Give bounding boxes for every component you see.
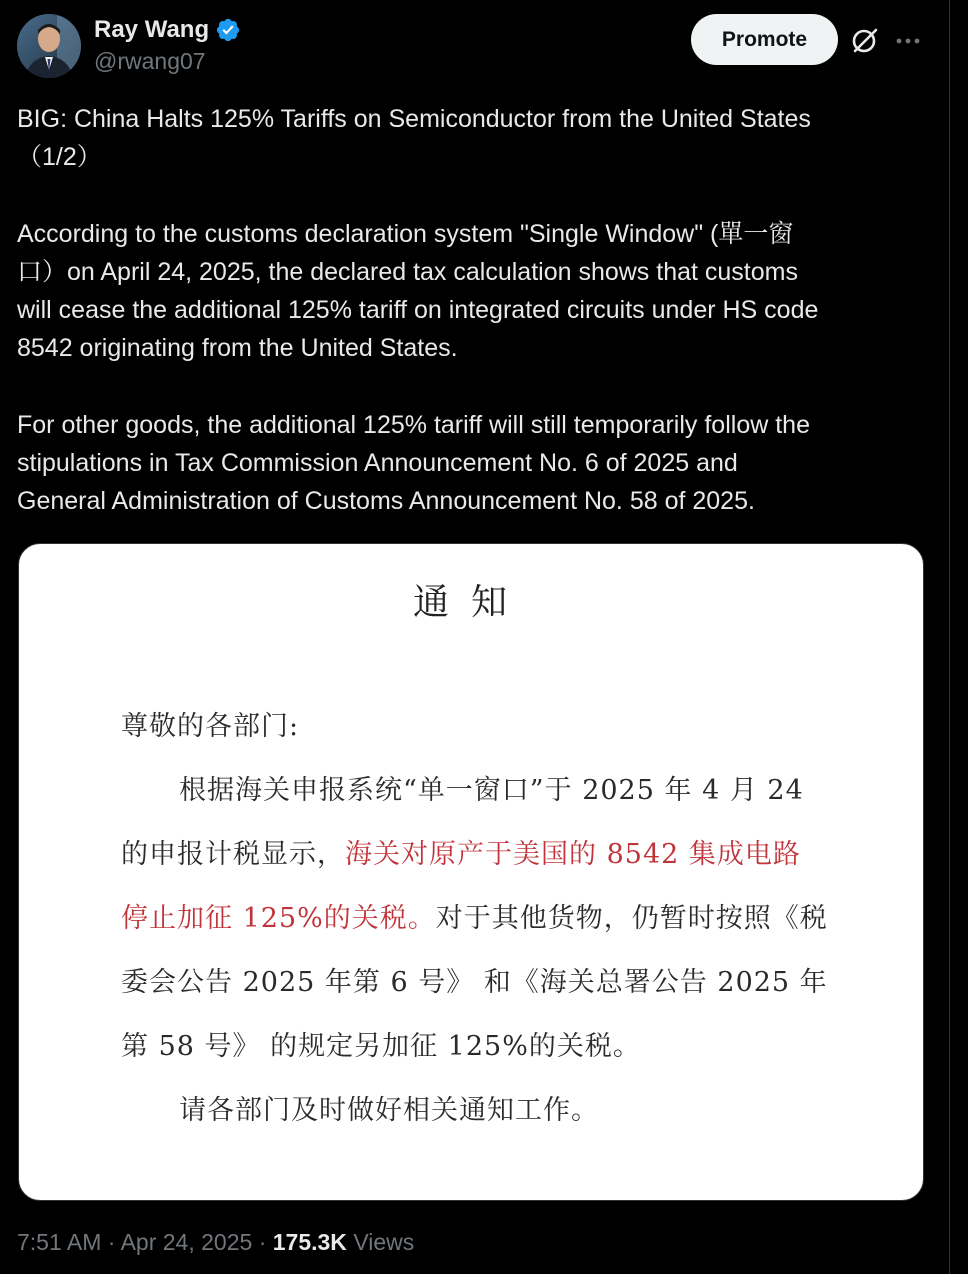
verified-badge-icon [215, 17, 241, 43]
more-dots-icon [895, 37, 921, 45]
tweet-text [17, 100, 927, 521]
avatar-image [17, 14, 81, 78]
avatar[interactable] [17, 14, 81, 78]
notice-line-2 [121, 832, 801, 871]
display-name[interactable]: Ray Wang [94, 16, 210, 43]
tweet-meta [17, 1226, 414, 1258]
meta-separator: · [258, 1229, 267, 1255]
notice-line-3-highlight: 停止加征 125%的关税。 [121, 903, 436, 934]
author-handle[interactable]: @rwang07 [94, 48, 206, 74]
notice-line-1: 根据海关申报系统“单一窗口”于 2025 年 4 月 24 [179, 775, 804, 806]
notice-salutation: 尊敬的各部门: [121, 711, 300, 742]
grok-icon[interactable] [849, 24, 881, 56]
tweet-paragraph-details: According to the customs declaration system "Single Window" (單一窗 口）on April 24, 2025, the declared tax calculation shows that customs will cease the additional 125% tariff on integrated circuits under HS code 8542 originating from the United States. [17, 219, 819, 363]
tweet-date[interactable]: Apr 24, 2025 [120, 1229, 253, 1255]
tweet-paragraph-other-goods: For other goods, the additional 125% tariff will still temporarily follow the stipulations in Tax Commission Announcement No. 6 of 2025 and General Administration of Customs Announcement No. 58 of 2025. [17, 410, 810, 516]
views-label: Views [353, 1229, 415, 1255]
author-name-row[interactable] [94, 14, 241, 46]
tweet-paragraph-headline: BIG: China Halts 125% Tariffs on Semiconductor from the United States （1/2） [17, 105, 811, 172]
meta-separator: · [107, 1229, 116, 1255]
notice-line-2-highlight: 海关对原产于美国的 8542 集成电路 [345, 839, 801, 870]
notice-line-2-text: 的申报计税显示， [121, 839, 345, 870]
notice-line-3-text: 对于其他货物，仍暂时按照《税 [435, 903, 828, 934]
notice-line-5: 第 58 号》 的规定另加征 125%的关税。 [121, 1031, 641, 1062]
views-count[interactable]: 175.3K [272, 1229, 347, 1255]
tweet-time[interactable]: 7:51 AM [17, 1229, 102, 1255]
notice-title: 通知 [412, 582, 529, 623]
promote-button[interactable]: Promote [691, 14, 838, 65]
more-icon[interactable] [893, 26, 923, 56]
tweet-media-image[interactable] [18, 543, 924, 1201]
notice-line-6: 请各部门及时做好相关通知工作。 [179, 1095, 599, 1126]
notice-line-4: 委会公告 2025 年第 6 号》 和《海关总署公告 2025 年 [121, 967, 828, 998]
timeline-border [949, 0, 950, 1274]
notice-line-3 [121, 896, 828, 935]
